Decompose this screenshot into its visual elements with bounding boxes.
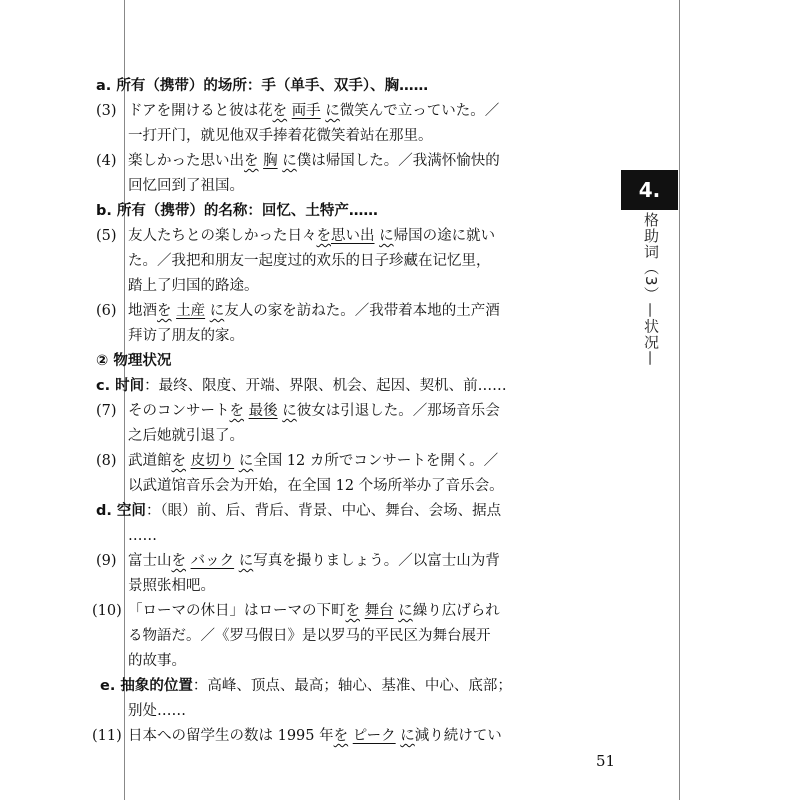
example-10-translation-1: る物語だ。／《罗马假日》是以罗马的平民区为舞台展开 (128, 628, 491, 644)
example-4: (4) 楽しかった思い出を 胸 に僕は帰国した。／我满怀愉快的 (96, 153, 500, 169)
example-9-translation: 景照张相吧。 (128, 578, 215, 594)
chapter-title: 格助词（3）—状况— (642, 212, 660, 367)
example-7-translation: 之后她就引退了。 (128, 428, 244, 444)
section-heading-c: c. 时间：最终、限度、开端、界限、机会、起因、契机、前…… (96, 378, 507, 394)
section-e-continuation: 别处…… (128, 703, 186, 719)
example-9: (9) 富士山を バック に写真を撮りましょう。／以富士山为背 (96, 553, 500, 569)
chapter-tab: 4. (621, 170, 678, 210)
example-5-translation-2: 踏上了归国的路途。 (128, 278, 259, 294)
example-6: (6) 地酒を 土産 に友人の家を訪ねた。／我带着本地的土产酒 (96, 303, 500, 319)
section-heading-physical: ② 物理状况 (96, 353, 172, 369)
example-5-translation-1: た。／我把和朋友一起度过的欢乐的日子珍藏在记忆里， (128, 253, 491, 269)
example-6-translation: 拜访了朋友的家。 (128, 328, 244, 344)
section-heading-a: a. 所有（携带）的场所：手（单手、双手）、胸…… (96, 78, 429, 94)
section-heading-b: b. 所有（携带）的名称：回忆、土特产…… (96, 203, 378, 219)
example-10-translation-2: 的故事。 (128, 653, 186, 669)
example-3: (3) ドアを開けると彼は花を 両手 に微笑んで立っていた。／ (96, 103, 500, 119)
page-number: 51 (596, 752, 616, 770)
example-8: (8) 武道館を 皮切り に全国 12 カ所でコンサートを開く。／ (96, 453, 499, 469)
section-heading-d: d. 空间：（眼）前、后、背后、背景、中心、舞台、会场、据点 (96, 503, 502, 519)
example-8-translation: 以武道馆音乐会为开始，在全国 12 个场所举办了音乐会。 (128, 478, 504, 494)
section-heading-e: e. 抽象的位置：高峰、顶点、最高；轴心、基准、中心、底部； (100, 678, 512, 694)
example-7: (7) そのコンサートを 最後 に彼女は引退した。／那场音乐会 (96, 403, 500, 419)
example-5: (5) 友人たちとの楽しかった日々を思い出 に帰国の途に就い (96, 228, 496, 244)
section-d-continuation: …… (128, 528, 157, 544)
example-11: (11) 日本への留学生の数は 1995 年を ピーク に減り続けてい (92, 728, 502, 744)
example-4-translation: 回忆回到了祖国。 (128, 178, 244, 194)
example-10: (10) 「ローマの休日」はローマの下町を 舞台 に繰り広げられ (92, 603, 500, 619)
example-3-translation: 一打开门，就见他双手捧着花微笑着站在那里。 (128, 128, 433, 144)
